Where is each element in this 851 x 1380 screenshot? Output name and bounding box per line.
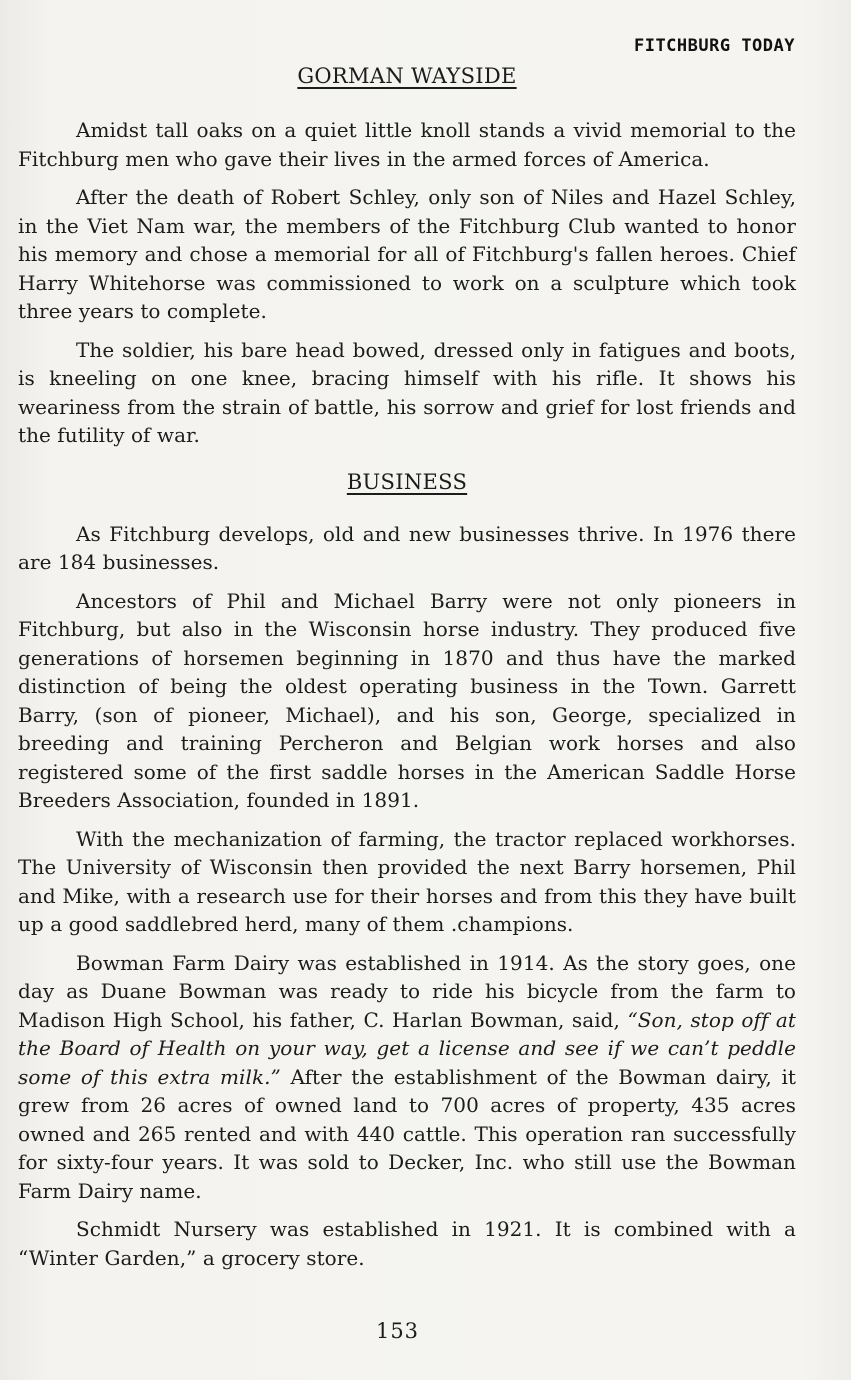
section-heading-gorman-wayside: GORMAN WAYSIDE (297, 64, 517, 88)
page-number: 153 (375, 1319, 420, 1343)
paragraph-soldier: The soldier, his bare head bowed, dressed only in fatigues and boots, is kneeling on one knee, bracing himself with his rifle. It shows his weariness from the strain of battle, his sorrow and grief for lost friends and the futility of war. (18, 337, 796, 447)
paragraph-mechanization: With the mechanization of farming, the tractor replaced workhorses. The University of Wisconsin then provided the next Barry horsemen, Phil and Mike, with a research use for their horses and from this they have built up a good saddlebred herd, many of them .champions. (18, 826, 796, 936)
paragraph-businesses-count: As Fitchburg develops, old and new businesses thrive. In 1976 there are 184 businesses. (18, 521, 796, 574)
bowman-text-before: Bowman Farm Dairy was established in 1914. As the story goes, one day as Duane Bowman was ready to ride his bicycle from the farm to Madison High School, his father, C. Harlan Bowman, said, (18, 950, 796, 1032)
paragraph-barry-ancestors: Ancestors of Phil and Michael Barry were not only pioneers in Fitchburg, but also in the Wisconsin horse industry. They produced five generations of horsemen beginning in 1870 and thus have the marked distinction of being the oldest operating business in the Town. Garrett Barry, (son of pioneer, Michael), and his son, George, specialized in breeding and training Percheron and Belgian work horses and also registered some of the first saddle horses in the American Saddle Horse Breeders Association, founded in 1891. (18, 588, 796, 812)
running-header: FITCHBURG TODAY (633, 36, 795, 56)
bowman-quote: “Son, stop off at the Board of Health on your way, get a license and see if we can’t peddle some of this extra milk.” (18, 1007, 796, 1089)
paragraph-bowman-dairy (18, 949, 796, 1206)
paragraph-memorial-intro: Amidst tall oaks on a quiet little knoll stands a vivid memorial to the Fitchburg men who gave their lives in the armed forces of America. (18, 118, 796, 171)
paragraph-schmidt-nursery: Schmidt Nursery was established in 1921. It is combined with a “Winter Garden,” a grocery store. (18, 1217, 796, 1270)
paragraph-schley: After the death of Robert Schley, only son of Niles and Hazel Schley, in the Viet Nam war, the members of the Fitchburg Club wanted to honor his memory and chose a memorial for all of Fitchburg's fallen heroes. Chief Harry Whitehorse was commissioned to work on a sculpture which took three years to complete. (18, 185, 796, 323)
bowman-text-after: After the establishment of the Bowman dairy, it grew from 26 acres of owned land to 700 acres of property, 435 acres owned and 265 rented and with 440 cattle. This operation ran successfully for sixty-four years. It was sold to Decker, Inc. who still use the Bowman Farm Dairy name. (18, 1064, 797, 1203)
section-heading-business: BUSINESS (346, 469, 468, 494)
page-content (18, 64, 796, 1282)
